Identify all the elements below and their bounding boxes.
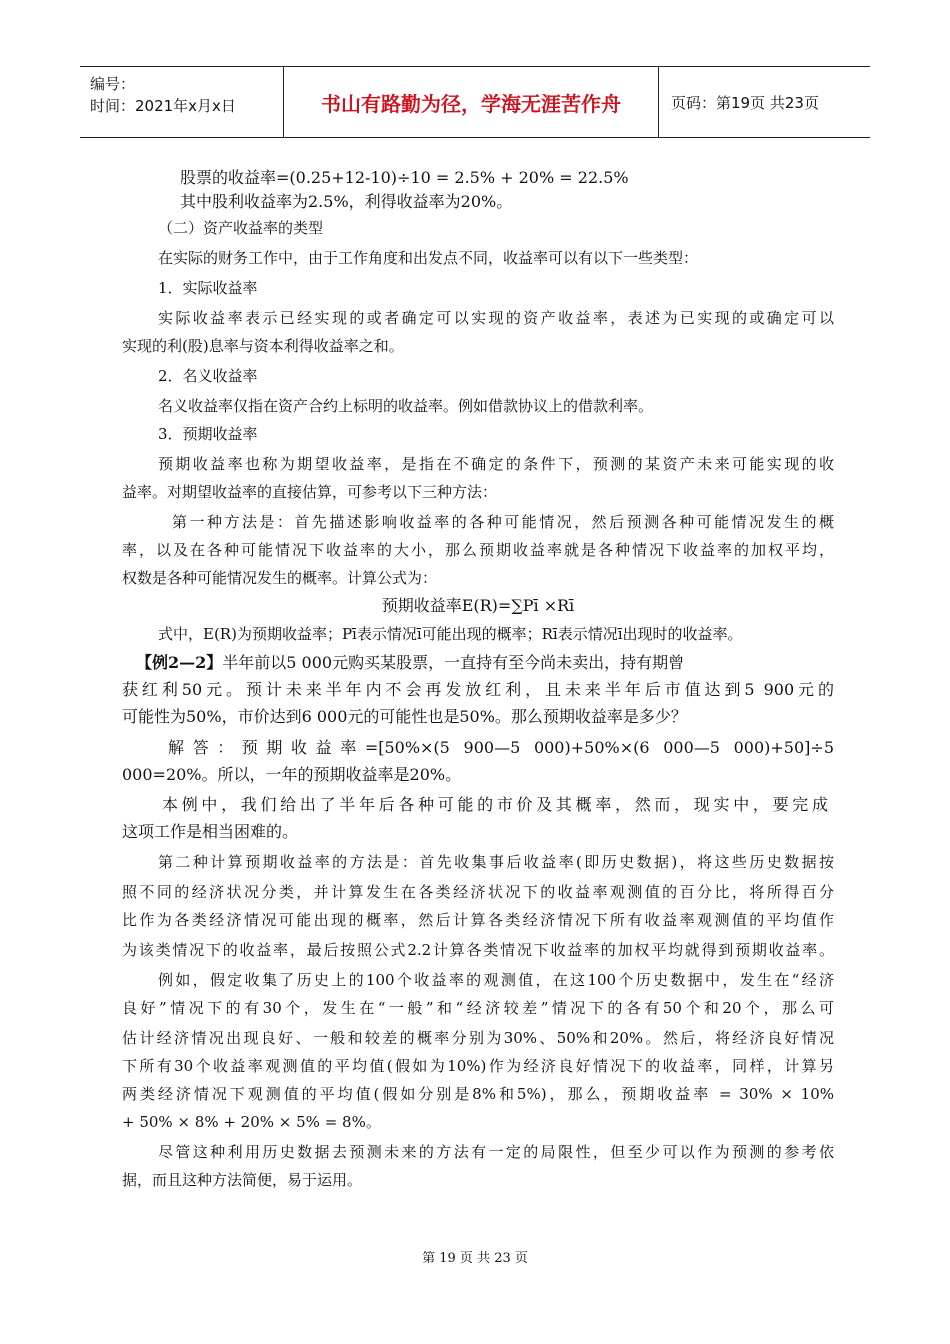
text-line: 式中，E(R)为预期收益率；Pī表示情况ī可能出现的概率；Rī表示情况ī出现时的收益率。 xyxy=(158,625,743,643)
text-line: 例如，假定收集了历史上的100个收益率的观测值，在这100个历史数据中，发生在“经济 xyxy=(158,971,834,989)
text-line: 两类经济情况下观测值的平均值(假如分别是8%和5%)，那么，预期收益率 = 30% × 10% xyxy=(122,1085,834,1103)
page-footer: 第 19 页 共 23 页 xyxy=(422,1251,528,1266)
header-meta xyxy=(80,67,284,137)
text-line: 据，而且这种方法简便，易于运用。 xyxy=(122,1171,363,1189)
text-line: 获红利50元。预计未来半年内不会再发放红利，且未来半年后市值达到5 900元的 xyxy=(122,680,834,699)
text-line: 其中股利收益率为2.5%，利得收益率为20%。 xyxy=(180,192,513,211)
number-label: 编号： xyxy=(90,75,136,93)
text-line: 实现的利(股)息率与资本利得收益率之和。 xyxy=(122,337,404,355)
text-line: 估计经济情况出现良好、一般和较差的概率分别为30%、50%和20%。然后，将经济良好情况 xyxy=(122,1029,834,1047)
text-line: 下所有30个收益率观测值的平均值(假如为10%)作为经济良好情况下的收益率，同样，计算另 xyxy=(122,1057,834,1075)
text-line: 本例中，我们给出了半年后各种可能的市价及其概率，然而，现实中，要完成 xyxy=(162,795,828,814)
text-line: 率，以及在各种可能情况下收益率的大小，那么预期收益率就是各种情况下收益率的加权平均， xyxy=(122,541,834,559)
header-page-label: 页码：第19页 共23页 xyxy=(671,93,819,112)
page-header xyxy=(80,66,870,138)
text-line: 权数是各种可能情况发生的概率。计算公式为： xyxy=(122,569,438,587)
text-line: 000=20%。所以，一年的预期收益率是20%。 xyxy=(122,765,462,784)
text-line: 第二种计算预期收益率的方法是：首先收集事后收益率(即历史数据)，将这些历史数据按 xyxy=(158,853,834,871)
text-line: 良好”情况下的有30个，发生在“一般”和“经济较差”情况下的各有50个和20个，那么可 xyxy=(122,999,834,1017)
text-line: 比作为各类经济情况可能出现的概率，然后计算各类经济情况下所有收益率观测值的平均值作 xyxy=(122,911,834,929)
text-line: + 50% × 8% + 20% × 5% = 8%。 xyxy=(122,1113,381,1131)
text-line: 股票的收益率=(0.25+12-10)÷10 = 2.5% + 20% = 22.5% xyxy=(180,168,629,187)
text-line: 名义收益率仅指在资产合约上标明的收益率。例如借款协议上的借款利率。 xyxy=(158,397,654,415)
subsection-heading: 3．预期收益率 xyxy=(158,425,258,443)
header-motto: 书山有路勤为径，学海无涯苦作舟 xyxy=(284,67,659,137)
text-line: 解答：预期收益率=[50%×(5 900—5 000)+50%×(6 000—5 000)+50]÷5 xyxy=(168,738,834,757)
text-line: 这项工作是相当困难的。 xyxy=(122,822,299,841)
text-line: 第一种方法是：首先描述影响收益率的各种可能情况，然后预测各种可能情况发生的概 xyxy=(172,513,834,531)
text-line: 实际收益率表示已经实现的或者确定可以实现的资产收益率，表述为已实现的或确定可以 xyxy=(158,309,834,327)
date-label: 时间：2021年x月x日 xyxy=(90,97,236,115)
text-line: 在实际的财务工作中，由于工作角度和出发点不同，收益率可以有以下一些类型： xyxy=(158,249,699,267)
section-heading: （二）资产收益率的类型 xyxy=(158,219,324,237)
text-line: 预期收益率也称为期望收益率，是指在不确定的条件下，预测的某资产未来可能实现的收 xyxy=(158,455,834,473)
text-line: 尽管这种利用历史数据去预测未来的方法有一定的局限性，但至少可以作为预测的参考依 xyxy=(158,1143,834,1161)
example-label: 【例2—2】 xyxy=(136,653,223,672)
example-text: 半年前以5 000元购买某股票，一直持有至今尚未卖出，持有期曾 xyxy=(222,653,685,672)
example-line xyxy=(136,651,684,675)
text-line: 为该类情况下的收益率，最后按照公式2.2计算各类情况下收益率的加权平均就得到预期收益率。 xyxy=(122,941,834,959)
subsection-heading: 2．名义收益率 xyxy=(158,367,258,385)
subsection-heading: 1．实际收益率 xyxy=(158,279,258,297)
formula: 预期收益率E(R)=∑Pī ×Rī xyxy=(381,596,575,615)
text-line: 益率。对期望收益率的直接估算，可参考以下三种方法： xyxy=(122,483,498,501)
text-line: 照不同的经济状况分类，并计算发生在各类经济状况下的收益率观测值的百分比，将所得百分 xyxy=(122,883,834,901)
text-line: 可能性为50%，市价达到6 000元的可能性也是50%。那么预期收益率是多少？ xyxy=(122,707,687,726)
